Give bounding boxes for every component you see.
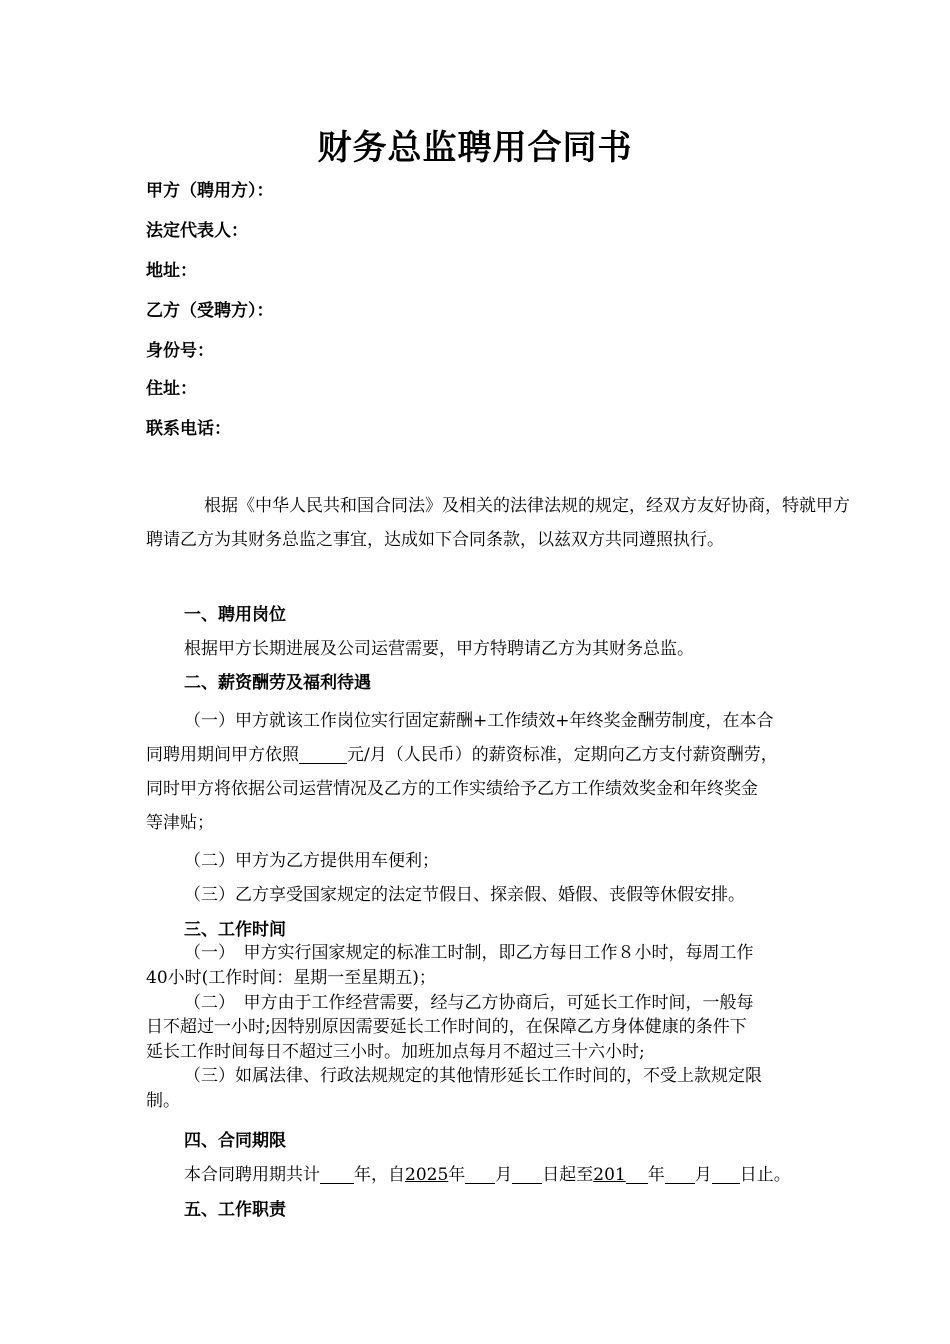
term-years-blank: [320, 1165, 354, 1184]
section-2-clause-1-line-1: （一）甲方就该工作岗位实行固定薪酬+工作绩效+年终奖金酬劳制度，在本合: [184, 711, 774, 731]
residence-field: 住址：: [146, 379, 197, 399]
section-1-heading: 一、聘用岗位: [184, 605, 286, 625]
section-3-heading: 三、工作时间: [184, 920, 286, 940]
section-3-line-2: 40小时(工作时间：星期一至星期五)；: [146, 968, 436, 988]
section-2-clause-3: （三）乙方享受国家规定的法定节假日、探亲假、婚假、丧假等休假安排。: [184, 885, 745, 905]
term-text-8: 日止。: [739, 1165, 791, 1185]
term-text-4: 月: [495, 1165, 513, 1185]
section-3-line-4: 日不超过一小时;因特别原因需要延长工作时间的，在保障乙方身体健康的条件下: [146, 1017, 747, 1037]
term-text-1: 本合同聘用期共计: [184, 1165, 320, 1185]
document-title: 财务总监聘用合同书: [317, 128, 633, 168]
section-5-heading: 五、工作职责: [184, 1200, 286, 1220]
intro-text: 根据《中华人民共和国合同法》及相关的法律法规的规定，经双方友好协商，特就甲方聘请乙方为其财务总监之事宜，达成如下合同条款，以兹双方共同遵照执行。: [146, 496, 850, 550]
end-year-blank: [626, 1165, 648, 1184]
intro-paragraph: [146, 489, 858, 557]
term-text-6: 年: [647, 1165, 665, 1185]
salary-text-post: 元/月（人民币）的薪资标准，定期向乙方支付薪资酬劳，: [347, 745, 778, 765]
section-2-clause-2: （二）甲方为乙方提供用车便利；: [184, 851, 439, 871]
section-2-clause-1-line-2: [146, 740, 778, 765]
end-month-blank: [665, 1165, 695, 1184]
phone-field: 联系电话：: [146, 419, 231, 439]
salary-blank: [299, 745, 347, 764]
term-text-2: 年，自: [354, 1165, 405, 1185]
salary-text-pre: 同聘用期间甲方依照: [146, 745, 299, 765]
term-text-3: 年: [448, 1165, 466, 1185]
term-text-7: 月: [694, 1165, 712, 1185]
party-a-field: 甲方（聘用方）：: [146, 181, 274, 201]
party-b-field: 乙方（受聘方）：: [146, 301, 274, 321]
section-4-heading: 四、合同期限: [184, 1131, 286, 1151]
start-month-blank: [465, 1165, 495, 1184]
contract-term-line: [184, 1160, 791, 1185]
section-2-clause-1-line-4: 等津贴；: [146, 813, 214, 833]
section-1-body: 根据甲方长期进展及公司运营需要，甲方特聘请乙方为其财务总监。: [184, 639, 694, 659]
section-3-line-3: （二） 甲方由于工作经营需要，经与乙方协商后，可延长工作时间，一般每: [184, 993, 754, 1013]
section-3-line-6: （三）如属法律、行政法规规定的其他情形延长工作时间的，不受上款规定限: [184, 1066, 762, 1086]
section-3-line-1: （一） 甲方实行国家规定的标准工时制，即乙方每日工作８小时，每周工作: [184, 943, 754, 963]
legal-rep-field: 法定代表人：: [146, 221, 248, 241]
end-year: 201: [593, 1165, 626, 1185]
term-text-5: 日起至: [542, 1165, 594, 1185]
address-field: 地址：: [146, 261, 197, 281]
section-3-line-7: 制。: [146, 1091, 180, 1111]
end-day-blank: [712, 1165, 740, 1184]
id-number-field: 身份号：: [146, 341, 214, 361]
section-2-heading: 二、薪资酬劳及福利待遇: [184, 673, 371, 693]
start-year: 2025: [405, 1165, 449, 1185]
section-2-clause-1-line-3: 同时甲方将依据公司运营情况及乙方的工作实绩给予乙方工作绩效奖金和年终奖金: [146, 779, 758, 799]
start-day-blank: [512, 1165, 542, 1184]
section-3-line-5: 延长工作时间每日不超过三小时。加班加点每月不超过三十六小时;: [146, 1042, 645, 1062]
